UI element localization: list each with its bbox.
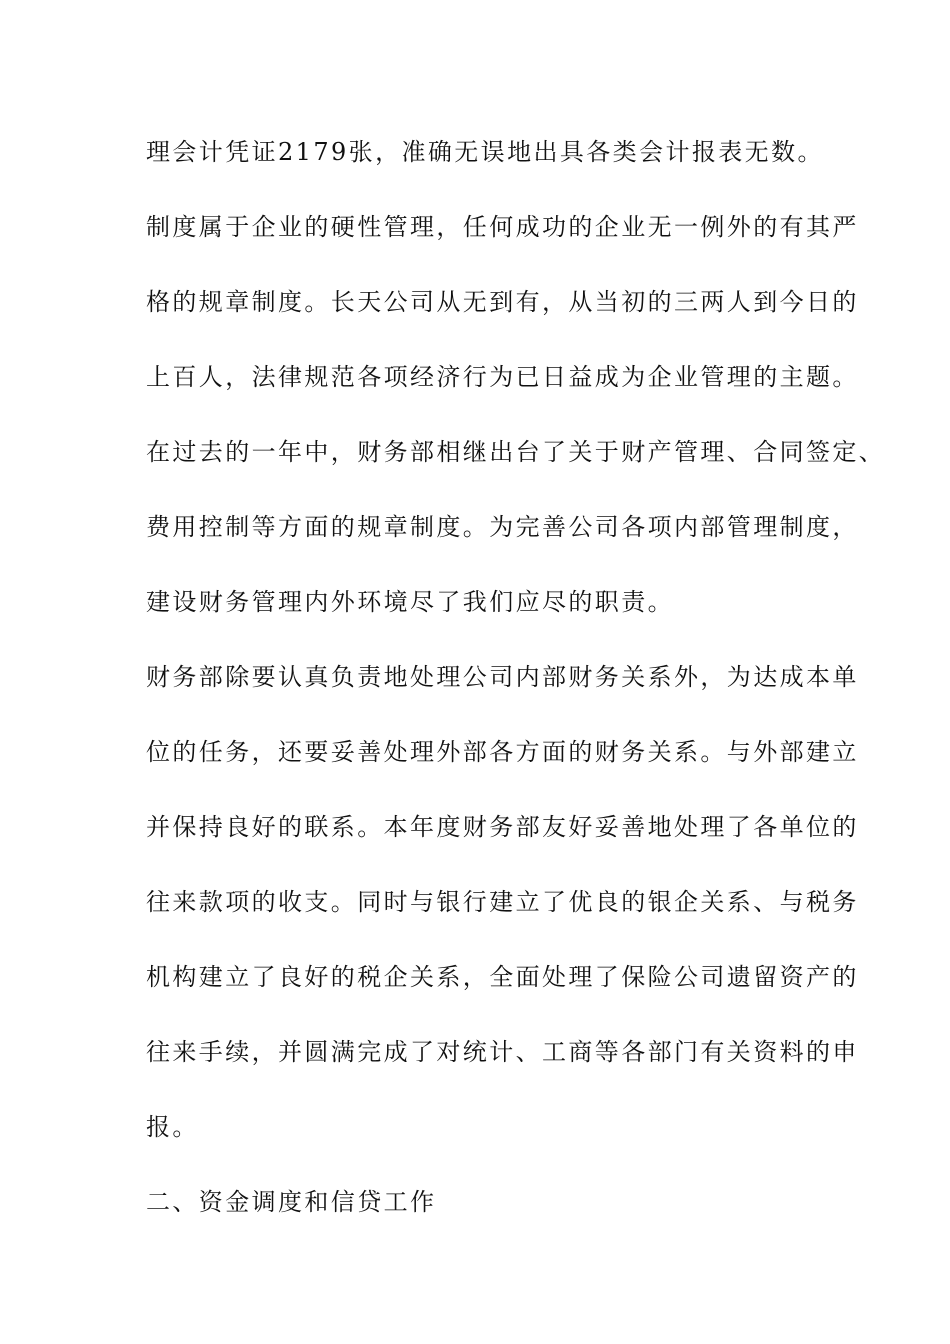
text-line: 理会计凭证2179张，准确无误地出具各类会计报表无数。 bbox=[146, 138, 824, 166]
text-line: 位的任务，还要妥善处理外部各方面的财务关系。与外部建立 bbox=[146, 738, 859, 766]
text-line: 财务部除要认真负责地处理公司内部财务关系外，为达成本单 bbox=[146, 663, 859, 691]
text-line: 机构建立了良好的税企关系，全面处理了保险公司遗留资产的 bbox=[146, 963, 859, 991]
section-heading: 二、资金调度和信贷工作 bbox=[146, 1188, 437, 1216]
text-line: 在过去的一年中，财务部相继出台了关于财产管理、合同签定、 bbox=[146, 438, 886, 466]
text-line: 报。 bbox=[146, 1113, 199, 1141]
text-line: 制度属于企业的硬性管理，任何成功的企业无一例外的有其严 bbox=[146, 213, 859, 241]
text-line: 往来手续，并圆满完成了对统计、工商等各部门有关资料的申 bbox=[146, 1038, 859, 1066]
text-line: 并保持良好的联系。本年度财务部友好妥善地处理了各单位的 bbox=[146, 813, 859, 841]
text-line: 费用控制等方面的规章制度。为完善公司各项内部管理制度， bbox=[146, 513, 859, 541]
text-line: 上百人，法律规范各项经济行为已日益成为企业管理的主题。 bbox=[146, 363, 859, 391]
text-line: 格的规章制度。长天公司从无到有，从当初的三两人到今日的 bbox=[146, 288, 859, 316]
text-line: 往来款项的收支。同时与银行建立了优良的银企关系、与税务 bbox=[146, 888, 859, 916]
text-line: 建设财务管理内外环境尽了我们应尽的职责。 bbox=[146, 588, 674, 616]
